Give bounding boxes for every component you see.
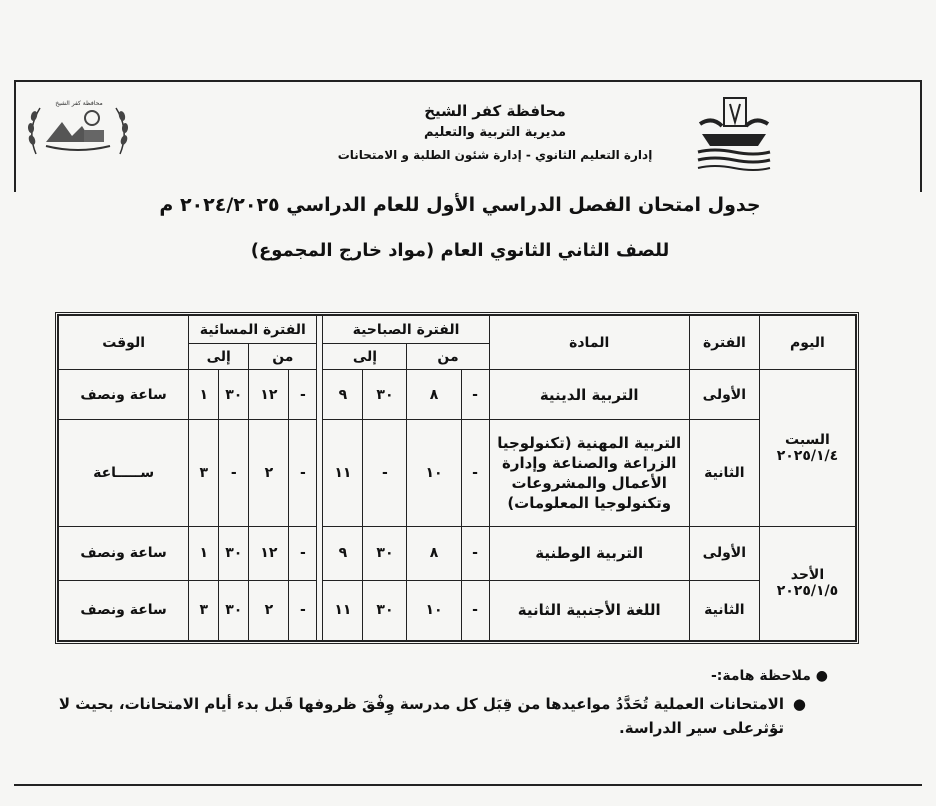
time-cell: ٩	[323, 526, 363, 580]
time-cell: ٢	[249, 420, 289, 526]
time-cell: -	[461, 420, 489, 526]
right-rule	[920, 80, 922, 192]
duration-cell: ساعة ونصف	[59, 580, 189, 640]
time-cell: ١١	[323, 580, 363, 640]
header-evening-from: من	[249, 344, 317, 370]
time-cell: ١٠	[407, 580, 461, 640]
time-cell: ٣٠	[219, 370, 249, 420]
ministry-emblem-icon	[694, 94, 774, 172]
time-cell: ٣	[189, 420, 219, 526]
time-cell: ٣٠	[219, 526, 249, 580]
top-rule	[14, 80, 922, 82]
table-row	[59, 580, 856, 640]
header-duration: الوقت	[59, 316, 189, 370]
time-cell: ٣٠	[363, 580, 407, 640]
time-cell: ١٢	[249, 370, 289, 420]
notes-heading: ● ملاحظة هامة:-	[710, 668, 828, 684]
time-cell: -	[461, 580, 489, 640]
time-cell: -	[289, 420, 317, 526]
time-cell: -	[461, 526, 489, 580]
header-period: الفترة	[689, 316, 759, 370]
bullet-icon: ●	[792, 695, 806, 713]
header-morning: الفترة الصباحية	[323, 316, 489, 344]
time-cell: ١	[189, 370, 219, 420]
left-rule	[14, 80, 16, 192]
time-cell: ٢	[249, 580, 289, 640]
exam-schedule-table	[55, 312, 859, 644]
period-cell: الأولى	[689, 526, 759, 580]
day-cell	[759, 370, 855, 526]
time-cell: -	[219, 420, 249, 526]
time-cell: ١	[189, 526, 219, 580]
duration-cell: ساعة ونصف	[59, 370, 189, 420]
day-name: السبت	[785, 431, 830, 448]
subject-cell: التربية الوطنية	[489, 526, 689, 580]
time-cell: -	[363, 420, 407, 526]
time-cell: ٣	[189, 580, 219, 640]
note-text: الامتحانات العملية تُحَدَّدُ مواعيدها من قِبَل كل مدرسة وِفْقَ ظروفها قَبل بدء أيام الامتحانات، بحيث لا تؤثرعلى سير الدراسة.	[58, 695, 784, 737]
department-name: إدارة التعليم الثانوي - إدارة شئون الطلبة و الامتحانات	[337, 148, 653, 162]
day-date: ٢٠٢٥/١/٥	[776, 583, 839, 600]
header-morning-to: إلى	[323, 344, 407, 370]
table-row	[59, 420, 856, 526]
time-cell: -	[289, 580, 317, 640]
time-cell: ١١	[323, 420, 363, 526]
time-cell: ٣٠	[363, 370, 407, 420]
subject-cell: اللغة الأجنبية الثانية	[489, 580, 689, 640]
period-cell: الثانية	[689, 580, 759, 640]
subject-cell: التربية المهنية (تكنولوجيا الزراعة والصناعة وإدارة الأعمال والمشروعات وتكنولوجيا المعلومات)	[489, 420, 689, 526]
time-cell: ٨	[407, 370, 461, 420]
notes-section	[50, 668, 828, 740]
time-cell: ٨	[407, 526, 461, 580]
subject-cell: التربية الدينية	[489, 370, 689, 420]
document-subtitle: للصف الثاني الثانوي العام (مواد خارج المجموع)	[250, 240, 670, 261]
table-row	[59, 370, 856, 420]
letterhead	[300, 100, 690, 166]
header-evening: الفترة المسائية	[189, 316, 317, 344]
time-cell: ٩	[323, 370, 363, 420]
day-date: ٢٠٢٥/١/٤	[776, 447, 839, 464]
header-day: اليوم	[759, 316, 855, 370]
duration-cell: ساعة ونصف	[59, 526, 189, 580]
time-cell: ٣٠	[363, 526, 407, 580]
day-cell	[759, 526, 855, 640]
table-row	[59, 526, 856, 580]
governorate-logo-label: محافظة كفر الشيخ	[55, 100, 103, 107]
note-item	[50, 692, 828, 740]
document-title: جدول امتحان الفصل الدراسي الأول للعام الدراسي ٢٠٢٤/٢٠٢٥ م	[159, 194, 761, 216]
time-cell: ١٢	[249, 526, 289, 580]
day-name: الأحد	[790, 567, 825, 584]
directorate-name: مديرية التربية والتعليم	[423, 125, 567, 140]
time-cell: -	[289, 526, 317, 580]
governorate-name: محافظة كفر الشيخ	[424, 102, 566, 120]
period-cell: الأولى	[689, 370, 759, 420]
header-subject: المادة	[489, 316, 689, 370]
time-cell: -	[289, 370, 317, 420]
header-morning-from: من	[407, 344, 489, 370]
period-cell: الثانية	[689, 420, 759, 526]
time-cell: -	[461, 370, 489, 420]
time-cell: ١٠	[407, 420, 461, 526]
header-evening-to: إلى	[189, 344, 249, 370]
bottom-rule	[14, 784, 922, 786]
time-cell: ٣٠	[219, 580, 249, 640]
duration-cell: ســـــاعة	[59, 420, 189, 526]
